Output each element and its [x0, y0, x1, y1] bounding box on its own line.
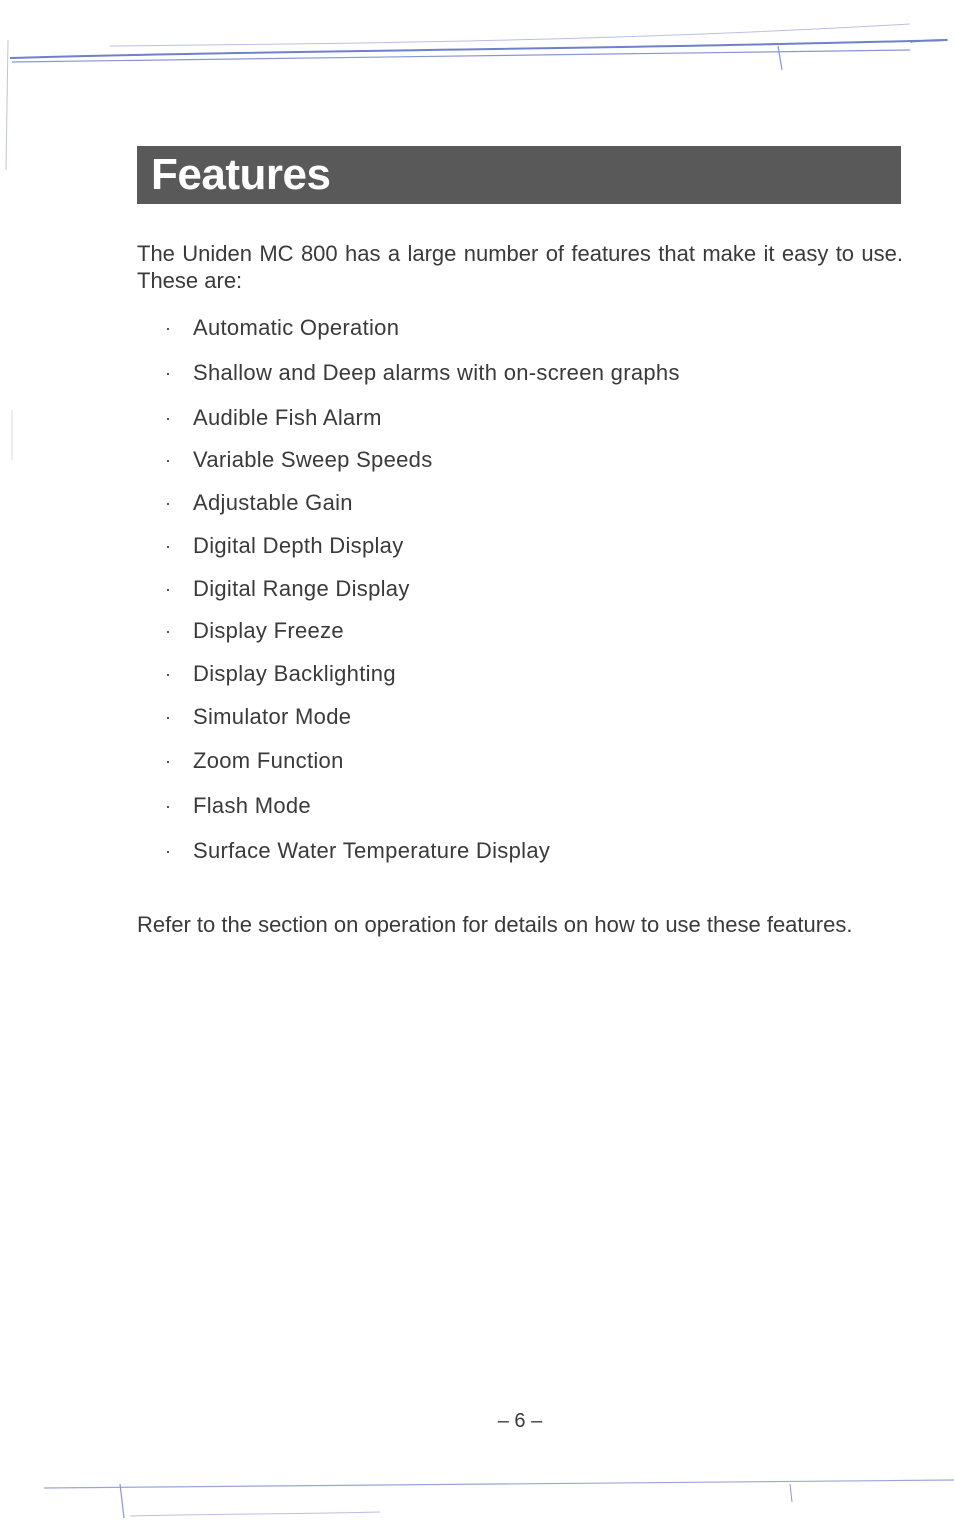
feature-label: Variable Sweep Speeds: [193, 447, 433, 472]
feature-label: Simulator Mode: [193, 704, 352, 729]
feature-label: Digital Range Display: [193, 576, 410, 601]
intro-paragraph: The Uniden MC 800 has a large number of features that make it easy to use. These are:: [137, 241, 903, 293]
feature-item: [165, 445, 433, 475]
feature-label: Audible Fish Alarm: [193, 405, 382, 430]
bullet-glyph: ·: [165, 408, 172, 428]
bullet-glyph: ·: [165, 493, 172, 513]
feature-item: [165, 746, 344, 776]
section-title: Features: [151, 150, 331, 199]
feature-label: Automatic Operation: [193, 315, 400, 340]
feature-item: [165, 531, 404, 561]
feature-item: [165, 574, 410, 604]
feature-item: [165, 702, 351, 732]
feature-label: Display Backlighting: [193, 661, 396, 686]
bullet-glyph: ·: [165, 363, 172, 383]
outro-paragraph: Refer to the section on operation for details on how to use these features.: [137, 912, 853, 937]
bullet-glyph: ·: [165, 579, 172, 599]
bullet-glyph: ·: [165, 796, 172, 816]
feature-item: [165, 659, 396, 689]
feature-label: Shallow and Deep alarms with on-screen graphs: [193, 360, 680, 385]
feature-item: [165, 403, 382, 433]
feature-label: Surface Water Temperature Display: [193, 838, 551, 863]
feature-label: Zoom Function: [193, 748, 344, 773]
feature-item: [165, 358, 680, 388]
feature-label: Digital Depth Display: [193, 533, 404, 558]
feature-item: [165, 313, 399, 343]
bullet-glyph: ·: [165, 751, 172, 771]
feature-item: [165, 836, 550, 866]
feature-label: Adjustable Gain: [193, 490, 353, 515]
feature-label: Display Freeze: [193, 618, 344, 643]
section-title-bar: [137, 146, 901, 204]
feature-item: [165, 488, 353, 518]
page-number: – 6 –: [497, 1410, 543, 1432]
feature-item: [165, 791, 311, 821]
bullet-glyph: ·: [165, 664, 172, 684]
bullet-glyph: ·: [165, 536, 172, 556]
bullet-glyph: ·: [165, 707, 172, 727]
bullet-glyph: ·: [165, 621, 172, 641]
bullet-glyph: ·: [165, 841, 172, 861]
bullet-glyph: ·: [165, 318, 172, 338]
feature-label: Flash Mode: [193, 793, 311, 818]
bullet-glyph: ·: [165, 450, 172, 470]
feature-item: [165, 616, 344, 646]
